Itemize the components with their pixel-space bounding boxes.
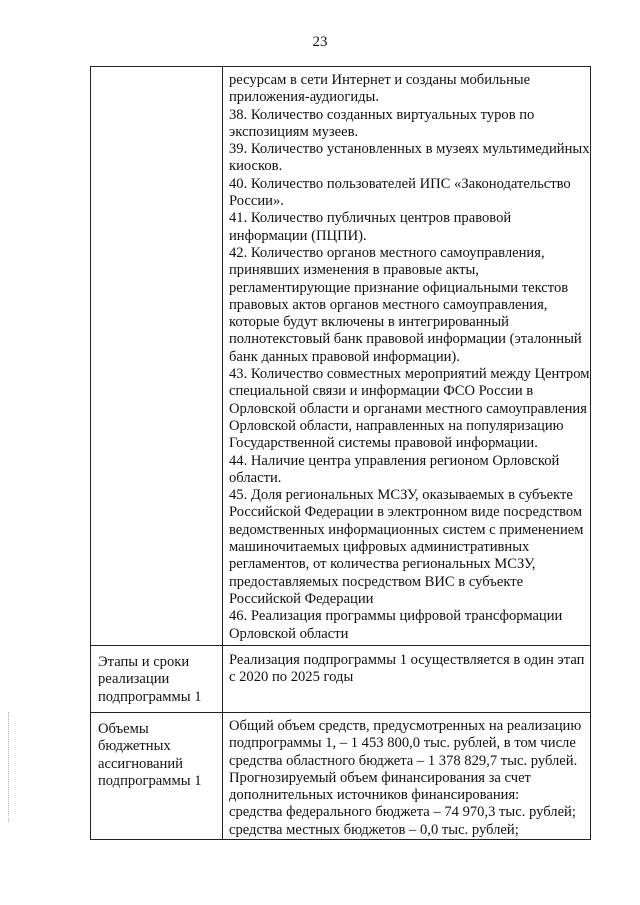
text-line: России». (229, 193, 284, 210)
label-line: подпрограммы 1 (98, 772, 202, 789)
text-line: банк данных правовой информации). (229, 348, 460, 365)
text-line: средства местных бюджетов – 0,0 тыс. рублей; (229, 821, 519, 838)
text-line: информации (ПЦПИ). (229, 227, 367, 244)
text-line: ведомственных информационных систем с применением (229, 521, 584, 538)
text-line: которые будут включены в интегрированный (229, 314, 509, 331)
row-label-cell (91, 646, 223, 713)
table-row (91, 646, 591, 713)
text-line: Орловской области (229, 625, 349, 642)
text-line: киосков. (229, 158, 283, 175)
text-line: ресурсам в сети Интернет и созданы мобильные (229, 72, 531, 88)
text-line: области. (229, 469, 282, 486)
text-line: правовых актов органов местного самоуправления, (229, 296, 548, 313)
text-line: регламентирующие признание официальными текстов (229, 279, 569, 296)
text-line: Прогнозируемый объем финансирования за счет (229, 769, 531, 786)
text-line: 42. Количество органов местного самоуправления, (229, 244, 545, 261)
text-line: Орловской области, направленных на популяризацию (229, 417, 564, 434)
label-line: ассигнований (98, 755, 183, 772)
text-line: регламентов, от количества региональных МСЗУ, (229, 556, 536, 573)
label-line: Этапы и сроки (98, 654, 190, 670)
text-line: 39. Количество установленных в музеях мультимедийных (229, 141, 590, 158)
text-line: Российской Федерации (229, 590, 374, 607)
table-row (91, 67, 591, 646)
row-content-cell (223, 67, 591, 646)
table-row (91, 713, 591, 840)
text-line: Государственной системы правовой информации. (229, 435, 538, 452)
text-line: Орловской области и органами местного самоуправления (229, 400, 587, 417)
text-line: приложения-аудиогиды. (229, 89, 380, 106)
text-line: дополнительных источников финансирования: (229, 787, 520, 804)
text-line: 44. Наличие центра управления регионом Орловской (229, 452, 560, 469)
text-line: Российской Федерации в электронном виде посредством (229, 504, 583, 521)
page-number: 23 (312, 34, 328, 50)
text-line: 46. Реализация программы цифровой трансформации (229, 608, 563, 625)
text-line: специальной связи и информации ФСО России в (229, 383, 534, 400)
row-label-cell (91, 713, 223, 840)
label-line: бюджетных (98, 738, 171, 755)
text-line: 41. Количество публичных центров правовой (229, 210, 512, 227)
label-line: реализации (98, 671, 170, 688)
passport-table (90, 66, 591, 840)
text-line: 40. Количество пользователей ИПС «Законодательство (229, 175, 571, 192)
text-line: подпрограммы 1, – 1 453 800,0 тыс. рублей, в том числе (229, 735, 576, 752)
text-line: машиночитаемых цифровых административных (229, 539, 530, 556)
text-line: предоставляемых посредством ВИС в субъекте (229, 573, 524, 590)
text-line: средства областного бюджета – 1 378 829,7 тыс. рублей. (229, 752, 578, 769)
label-line: Объемы (98, 721, 149, 737)
text-line: 38. Количество созданных виртуальных туров по (229, 106, 535, 123)
text-line: Реализация подпрограммы 1 осуществляется в один этап (229, 652, 585, 668)
text-line: Общий объем средств, предусмотренных на реализацию (229, 718, 582, 734)
text-line: 43. Количество совместных мероприятий между Центром (229, 366, 590, 383)
text-line: принявших изменения в правовые акты, (229, 262, 479, 279)
text-line: полнотекстовый банк правовой информации (эталонный (229, 331, 582, 348)
row-label-cell (91, 67, 223, 646)
text-line: с 2020 по 2025 годы (229, 669, 354, 686)
text-line: средства федерального бюджета – 74 970,3 тыс. рублей; (229, 804, 576, 821)
text-line: экспозициям музеев. (229, 123, 359, 140)
label-line: подпрограммы 1 (98, 688, 202, 705)
scan-margin-marks (8, 712, 12, 822)
row-content-cell (223, 646, 591, 713)
text-line: 45. Доля региональных МСЗУ, оказываемых в субъекте (229, 487, 573, 504)
row-content-cell (223, 713, 591, 840)
